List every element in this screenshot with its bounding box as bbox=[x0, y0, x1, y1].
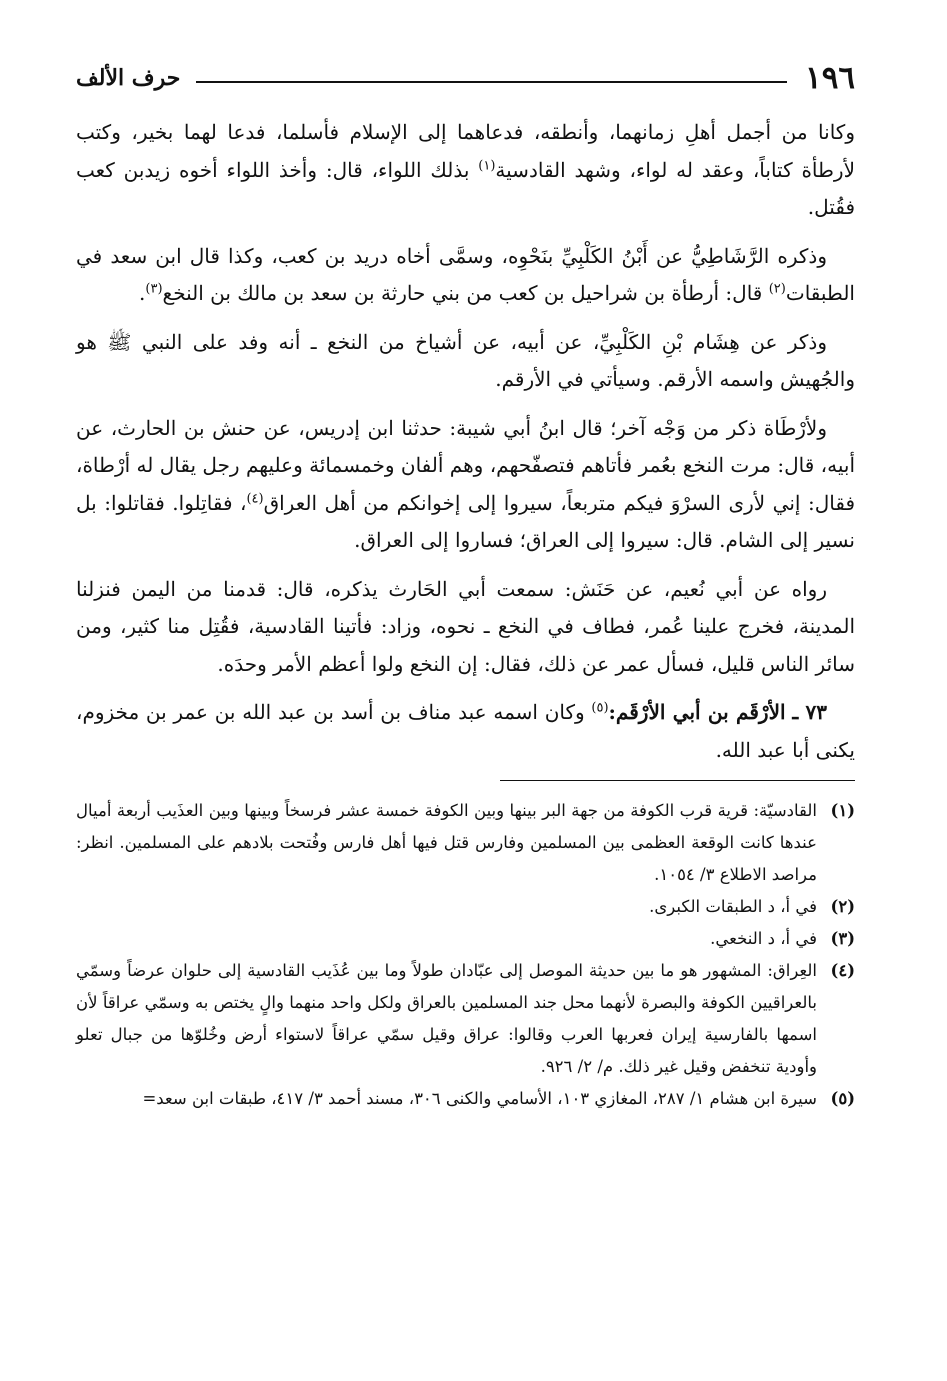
paragraph-text: . bbox=[139, 281, 146, 305]
entry-paragraph bbox=[76, 694, 855, 769]
footnote-number: (٣) bbox=[830, 929, 855, 948]
footnote-ref: (١) bbox=[478, 157, 496, 173]
entry-number: ٧٣ ـ bbox=[792, 700, 828, 724]
paragraph bbox=[76, 571, 855, 684]
page-header bbox=[76, 58, 855, 98]
entry-text: وكان اسمه عبد مناف بن أسد بن عبد الله بن عمر بن مخزوم، يكنى أبا عبد الله. bbox=[76, 700, 855, 762]
footnote-separator bbox=[500, 780, 855, 781]
paragraph-text: ، فقاتِلوا. فقاتلوا: بل نسير إلى الشام. قال: سيروا إلى العراق؛ فساروا إلى العراق. bbox=[76, 490, 855, 552]
paragraph-text: وكانا من أجمل أهلِ زمانهما، وأنطقه، فدعاهما إلى الإسلام فأسلما، فدعا لهما بخير، وكتب لأرطأة كتاباً، وعقد له لواء، وشهد القادسية bbox=[76, 120, 855, 182]
footnote-number: (٢) bbox=[830, 897, 855, 916]
paragraph bbox=[76, 114, 855, 227]
footnote bbox=[76, 1083, 855, 1115]
paragraph-text: ولأرْطَاة ذكر من وَجْه آخر؛ قال ابنُ أبي شيبة: حدثنا ابن إدريس، عن حنش بن الحارث، عن أبيه، قال: مرت النخع بعُمر فأتاهم فتصفّحهم، وهم ألفان وخمسمائة وعليهم رجل يقال له أرْطاة، فقال: إني لأرى السرْوَ فيكم متربعاً، سيروا إلى إخوانكم من أهل العراق bbox=[76, 415, 855, 515]
entry-name: الأرْقَم بن أبي الأرْقَم: bbox=[608, 700, 786, 724]
paragraph-text: بذلك اللواء، قال: وأخذ اللواء أخوه زيدبن كعب فقُتل. bbox=[76, 157, 855, 219]
footnote-number: (٤) bbox=[830, 961, 855, 980]
footnote bbox=[76, 795, 855, 891]
paragraph-text: قال: أرطأة بن شراحيل بن كعب من بني حارثة بن سعد بن مالك بن النخع bbox=[162, 281, 769, 305]
footnote-text: القادسيّة: قرية قرب الكوفة من جهة البر بينها وبين الكوفة خمسة عشر فرسخاً وبينها وبين العذَيب أربعة أميال عندها كانت الوقعة العظمى بين المسلمين وفارس قتل فيها أهل فارس وفُتحت بلادهم على المسلمين. انظر: مراصد الاطلاع ٣/ ١٠٥٤. bbox=[76, 801, 817, 884]
footnote bbox=[76, 955, 855, 1083]
footnote-ref: (٣) bbox=[145, 281, 163, 297]
page-number: ١٩٦ bbox=[805, 60, 855, 96]
paragraph bbox=[76, 238, 855, 313]
paragraph-text: وذكره الرَّشَاطِيُّ عن أَبْنُ الكَلْبِيِّ بنَحْوِه، وسمَّى أخاه دريد بن كعب، وكذا قال ابن سعد في الطبقات bbox=[76, 243, 855, 305]
running-head: حرف الألف bbox=[76, 65, 181, 91]
footnote-number: (١) bbox=[830, 801, 855, 820]
footnotes bbox=[76, 795, 855, 1115]
main-text bbox=[76, 114, 855, 769]
footnote-ref: (٢) bbox=[768, 281, 786, 297]
paragraph bbox=[76, 410, 855, 560]
paragraph-text: رواه عن أبي نُعيم، عن حَنَش: سمعت أبي الحَارث يذكره، قال: قدمنا من اليمن فنزلنا المدينة، فخرج علينا عُمر، فطاف في النخع ـ نحوه، وزاد: فأتينا القادسية، فقُتِل منا كثير، ومن سائر الناس قليل، فسأل عمر عن ذلك، فقال: إن النخع ولوا أعظم الأمر وحدَه. bbox=[76, 576, 855, 676]
footnote-text: العِراق: المشهور هو ما بين حديثة الموصل إلى عبّادان طولاً وما بين عُذَيب القادسية إلى حلوان عرضاً وسمّي بالعراقيين الكوفة والبصرة لأنهما محل جند المسلمين بالعراق ولكل واحد منهما والٍ يختص به وسمّي عراقاً لأن اسمها بالفارسية إيران فعربها العرب وقالوا: عراق وقيل سمّي عراقاً لاستواء أرض وخُلوّها من جبال تعلو وأودية تنخفض وقيل غير ذلك. م/ ٢/ ٩٢٦. bbox=[76, 961, 817, 1076]
header-rule bbox=[196, 81, 787, 83]
footnote bbox=[76, 891, 855, 923]
footnote bbox=[76, 923, 855, 955]
footnote-text: في أ، د النخعي. bbox=[710, 929, 817, 948]
paragraph bbox=[76, 324, 855, 399]
footnote-number: (٥) bbox=[830, 1089, 855, 1108]
footnote-text: سيرة ابن هشام ١/ ٢٨٧، المغازي ١٠٣، الأسامي والكنى ٣٠٦، مسند أحمد ٣/ ٤١٧، طبقات ابن سعد= bbox=[142, 1089, 817, 1108]
footnote-ref: (٤) bbox=[246, 490, 264, 506]
footnote-text: في أ، د الطبقات الكبرى. bbox=[649, 897, 817, 916]
paragraph-text: وذكر عن هِشَام بْنِ الكَلْبِيِّ، عن أبيه، عن أشياخ من النخع ـ أنه وفد على النبي ﷺ هو والجُهيش واسمه الأرقم. وسيأتي في الأرقم. bbox=[76, 329, 855, 391]
footnote-ref: (٥) bbox=[591, 700, 609, 716]
